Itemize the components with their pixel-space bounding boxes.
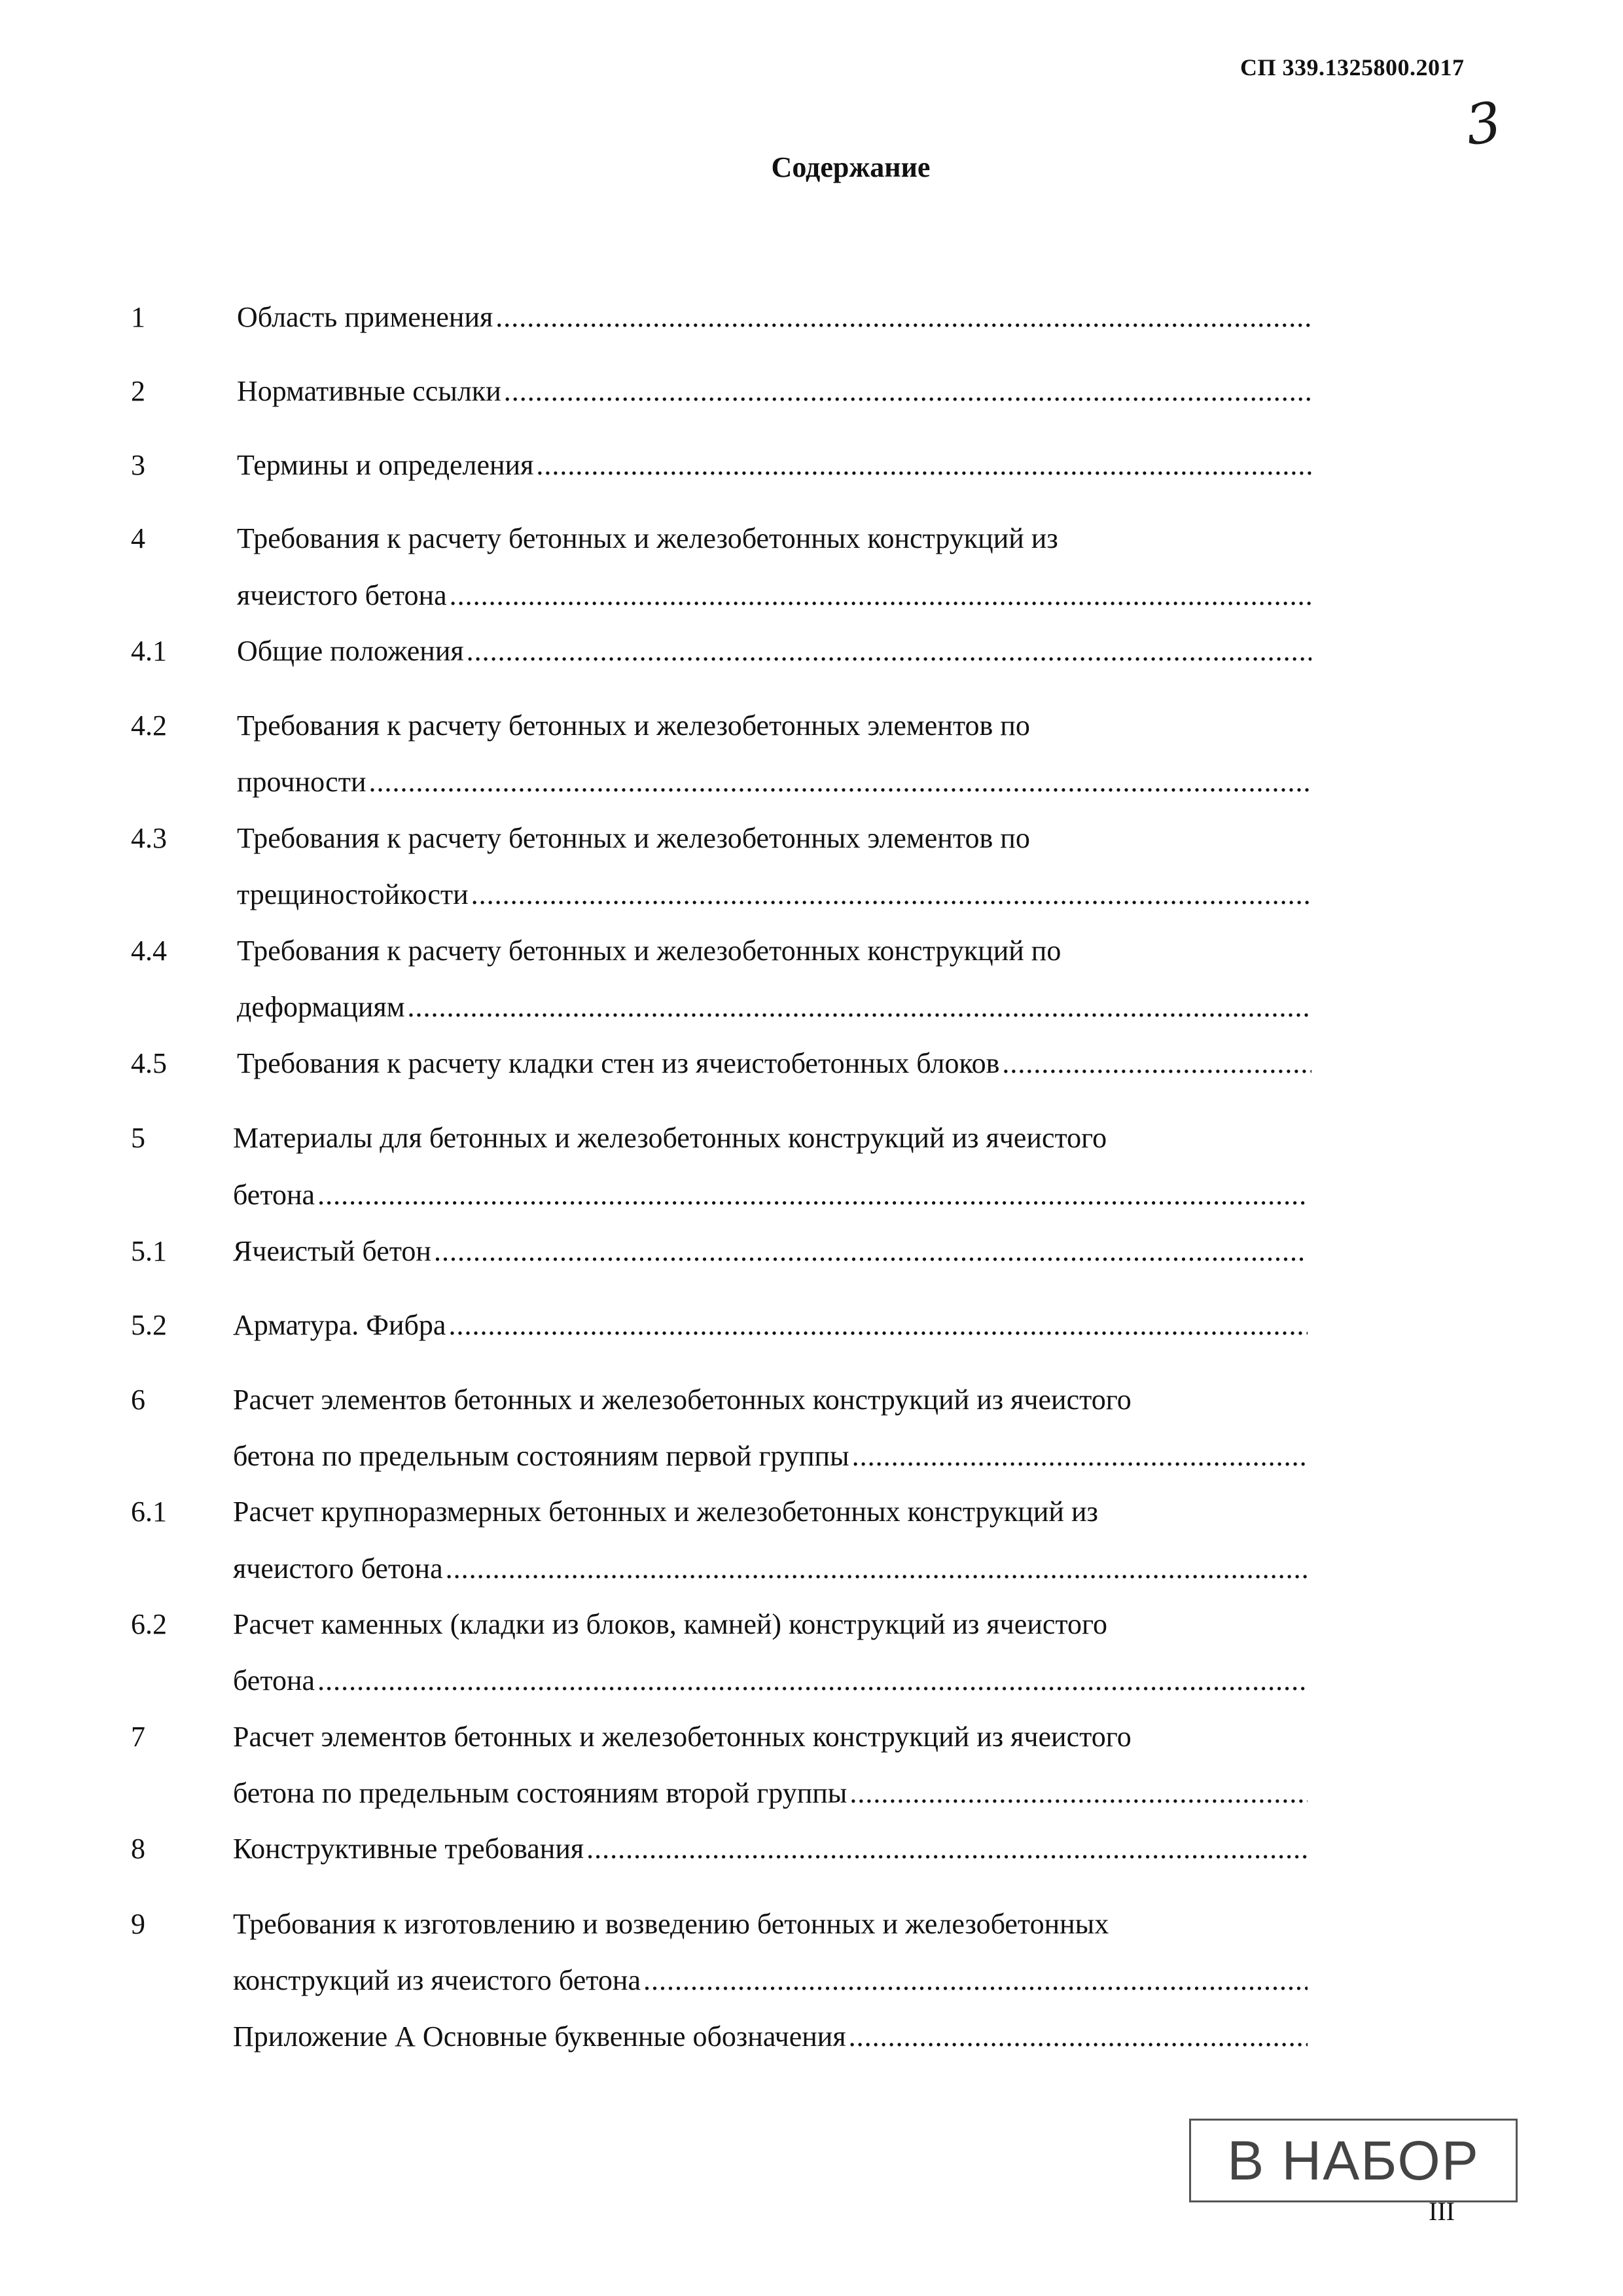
- dot-leader: [368, 768, 1311, 797]
- toc-entry-text: Общие положения: [237, 635, 464, 667]
- toc-entry-text: Требования к расчету бетонных и железобетонных элементов по: [237, 709, 1030, 742]
- toc-entry-line: [233, 2022, 1308, 2051]
- toc-entry-number: 3: [131, 449, 145, 481]
- page-number: III: [1429, 2197, 1455, 2226]
- toc-entry-line: [233, 1666, 1308, 1695]
- toc-entry-text: Термины и определения: [237, 449, 534, 481]
- toc-entry-text: ячеистого бетона: [233, 1552, 443, 1585]
- toc-entry-line: [233, 1311, 1308, 1340]
- dot-leader: [450, 581, 1311, 610]
- toc-entry-text: Расчет элементов бетонных и железобетонных конструкций из ячеистого: [233, 1384, 1132, 1416]
- doc-code: СП 339.1325800.2017: [1240, 54, 1465, 81]
- toc-entry-text: Ячеистый бетон: [233, 1235, 431, 1267]
- toc-entry-text: Требования к расчету бетонных и железобетонных конструкций из: [237, 522, 1058, 554]
- stamp: В НАБОР: [1189, 2119, 1518, 2202]
- dot-leader: [586, 1835, 1308, 1863]
- toc-entry-number: 5.2: [131, 1309, 167, 1341]
- toc-entry-text: Материалы для бетонных и железобетонных конструкций из ячеистого: [233, 1122, 1107, 1154]
- toc-entry-text: Конструктивные требования: [233, 1833, 584, 1865]
- toc-entry-number: 6: [131, 1384, 145, 1416]
- toc-entry-number: 4: [131, 522, 145, 554]
- toc-entry-text: Область применения: [237, 301, 493, 333]
- toc-entry-text: бетона: [233, 1179, 315, 1211]
- toc-entry-line: [237, 581, 1311, 610]
- toc-entry-line: [237, 377, 1311, 406]
- toc-entry-text: Требования к расчету бетонных и железобетонных элементов по: [237, 822, 1030, 854]
- dot-leader: [448, 1311, 1308, 1340]
- toc-entry-text: трещиностойкости: [237, 878, 469, 910]
- toc-entry-text: Требования к расчету кладки стен из ячеистобетонных блоков: [237, 1047, 1000, 1079]
- dot-leader: [317, 1666, 1308, 1695]
- toc-entry-text: Требования к расчету бетонных и железобетонных конструкций по: [237, 935, 1061, 967]
- toc-entry-text: Приложение А Основные буквенные обозначения: [233, 2020, 846, 2053]
- toc-entry-number: 4.2: [131, 709, 167, 742]
- dot-leader: [643, 1966, 1308, 1995]
- toc-entry-number: 6.1: [131, 1496, 167, 1528]
- toc-entry-number: 4.3: [131, 822, 167, 854]
- toc-entry-number: 8: [131, 1833, 145, 1865]
- toc-entry-number: 4.4: [131, 935, 167, 967]
- toc-entry-number: 5: [131, 1122, 145, 1154]
- dot-leader: [849, 1779, 1308, 1808]
- toc-entry-number: 4.1: [131, 635, 167, 667]
- toc-entry-line: [237, 303, 1311, 332]
- toc-entry-number: 4.5: [131, 1047, 167, 1079]
- toc-entry-text: ячеистого бетона: [237, 579, 447, 611]
- toc-entry-number: 9: [131, 1908, 145, 1940]
- toc-entry-text: бетона по предельным состояниям второй группы: [233, 1777, 847, 1809]
- toc-entry-line: [233, 1554, 1308, 1583]
- toc-entry-line: [237, 880, 1311, 909]
- toc-entry-line: [233, 1779, 1308, 1808]
- toc-entry-number: 1: [131, 301, 145, 333]
- toc-entry-text: Расчет каменных (кладки из блоков, камней) конструкций из ячеистого: [233, 1608, 1108, 1640]
- dot-leader: [317, 1181, 1308, 1210]
- toc-entry-text: Нормативные ссылки: [237, 375, 501, 407]
- toc-entry-text: конструкций из ячеистого бетона: [233, 1964, 641, 1996]
- dot-leader: [446, 1554, 1308, 1583]
- toc-entry-line: [233, 1237, 1308, 1266]
- dot-leader: [536, 451, 1311, 480]
- toc-entry-line: [233, 1966, 1308, 1995]
- toc-entry-text: Расчет крупноразмерных бетонных и железобетонных конструкций из: [233, 1496, 1098, 1528]
- toc-entry-text: бетона по предельным состояниям первой группы: [233, 1440, 849, 1472]
- toc-entry-line: [233, 1181, 1308, 1210]
- dot-leader: [852, 1442, 1308, 1471]
- dot-leader: [495, 303, 1311, 332]
- dot-leader: [504, 377, 1311, 406]
- toc-entry-line: [237, 637, 1311, 666]
- toc-entry-text: деформациям: [237, 991, 405, 1023]
- toc-entry-text: Требования к изготовлению и возведению бетонных и железобетонных: [233, 1908, 1109, 1940]
- toc-entry-line: [233, 1442, 1308, 1471]
- toc-entry-line: [237, 1049, 1311, 1078]
- toc-entry-number: 5.1: [131, 1235, 167, 1267]
- toc-entry-line: [237, 451, 1311, 480]
- toc-entry-text: бетона: [233, 1664, 315, 1696]
- dot-leader: [408, 993, 1311, 1022]
- toc-entry-text: прочности: [237, 766, 366, 798]
- dot-leader: [1002, 1049, 1311, 1078]
- toc-entry-line: [237, 768, 1311, 797]
- toc-entry-text: Арматура. Фибра: [233, 1309, 446, 1341]
- dot-leader: [467, 637, 1311, 666]
- dot-leader: [849, 2022, 1308, 2051]
- dot-leader: [471, 880, 1311, 909]
- toc-entry-text: Расчет элементов бетонных и железобетонных конструкций из ячеистого: [233, 1721, 1132, 1753]
- toc-entry-line: [237, 993, 1311, 1022]
- toc-entry-line: [233, 1835, 1308, 1863]
- page-title: Содержание: [771, 151, 931, 183]
- dot-leader: [434, 1237, 1308, 1266]
- toc-entry-number: 7: [131, 1721, 145, 1753]
- toc-entry-number: 2: [131, 375, 145, 407]
- handwritten-page-mark: 3: [1461, 89, 1506, 158]
- toc-entry-number: 6.2: [131, 1608, 167, 1640]
